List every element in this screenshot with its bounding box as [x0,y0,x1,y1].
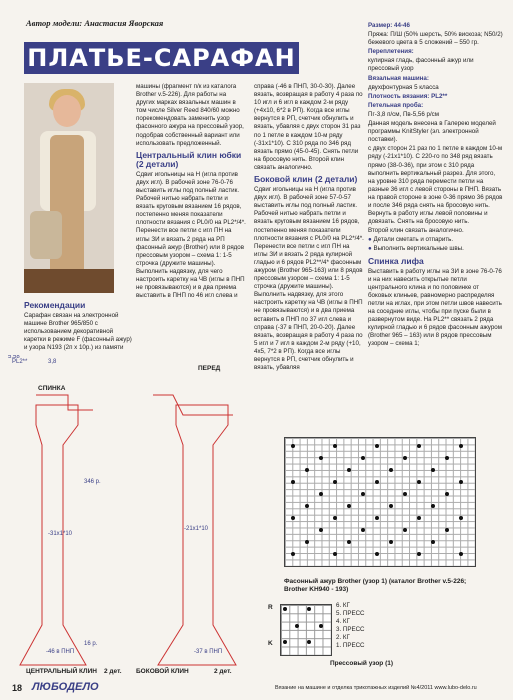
rows-label-1: 346 р. [84,479,101,485]
bullet-2-text: Выполнить вертикальные швы. [373,245,464,253]
lace-pattern-chart [284,437,476,567]
recommendations-heading: Рекомендации [24,300,86,310]
dec-label-1: -31х1*10 [48,531,73,537]
lace-chart-dot [375,552,379,556]
press-legend-item: 2. КГ [336,634,350,642]
magazine-brand: ЛЮБОДЕЛО [32,681,99,693]
weave-title: Переплетения: [368,48,414,56]
press-legend-item: 1. ПРЕСС [336,642,365,650]
lace-chart-dot [291,552,295,556]
lace-chart-dot [291,480,295,484]
lace-chart-dot [319,528,323,532]
lace-chart-dot [361,492,365,496]
lace-chart-dot [291,516,295,520]
column-4 [368,22,503,349]
lace-chart-dot [459,516,463,520]
lace-chart-dot [291,444,295,448]
recommendations-block [24,298,134,353]
pnp-label-1: -46 в ПНП [46,649,75,655]
lace-chart-dot [319,492,323,496]
dec-label-2: -21х1*10 [184,526,209,532]
lace-chart-dot [389,468,393,472]
photo-face [53,95,81,127]
press-pattern-chart [280,604,332,656]
machine-title: Вязальная машина: [368,74,429,82]
bullet-1: ● Детали сметать и отпарить. [368,236,454,244]
lace-chart-dot [459,480,463,484]
gauge-v2: 3,8 [48,359,57,365]
photo-floor [24,269,114,293]
side-wedge-heading: Боковой клин (2 детали) [254,174,358,185]
lace-chart-dot [375,480,379,484]
lace-chart-dot [375,444,379,448]
lace-chart-dot [417,516,421,520]
lace-chart-dot [333,444,337,448]
press-legend [336,602,365,651]
press-legend-item: 5. ПРЕСС [336,610,365,618]
center-wedge-label: ЦЕНТРАЛЬНЫЙ КЛИН [26,668,97,675]
lace-chart-dot [333,516,337,520]
lace-chart-dot [417,480,421,484]
lace-chart-dot [389,540,393,544]
machine-info: двухфонтурная 5 класса [368,83,439,91]
lace-chart-dot [305,504,309,508]
press-pattern-caption: Прессовый узор (1) [330,660,394,667]
side-wedge-text: Сдвиг игольницы на Н (игла против двух игл). В рабочей зоне 57-0-57 выставить иглы под полный ластик. Рабочей нитью набрать петли и вязать круговым вязанием 16 рядов, постепенно меняя показатели плотности вязания с PL0/0 на PL2*/4*. Перенести все петли с игл ПН на иглы ЗИ и вязать 2 ряда кулирной гладью и 6 рядов PL2**/4* фасонным ажуром (Brother 965-163) или 8 рядов прессовым узором – схема 1: 1-5 строчка (дружите машины). Выполнить надвязку, для этого настроить каретку на ЧВ (иглы в ПНП не провязываются) и в два приема вставить в ПНП по 37 игл слева и справа (-37 в ПНП, 20-0-20). Далее вязать, возвращая в работу 4 раза по 5 игл и 7 игл в каждом 2-м ряду (+10, 4х5, 7*2 в РП). Когда все иглы вернутся в РП, счетчик обнулить и вязать, убавляя [254,186,364,372]
gauge-v1: 5,58 [8,355,20,360]
density-info: Плотность вязания: PL2** [368,92,448,100]
bullet-2: ● Выполнить вертикальные швы. [368,245,464,253]
lace-chart-dot [431,504,435,508]
column-3 [254,83,364,373]
col4-continue: с двух сторон 21 раз по 1 петле в каждом 10-м ряду (-21х1*10). С 220-го по 348 ряд вязать прямо (38-0-36), при этом с 310 ряда выполнить вертикальный разрез. Для этого, на уровне 310 ряда перемести петли на разные 36 игл с левой стороны в ПНП. Вязать на правой стороне в зоне 0-36 прямо 36 рядов и после 346 ряда снять на бросовую нить. Вернуть в работу иглы левой половины и довязать. Снять на бросовую нить. [368,145,503,226]
front-label: ПЕРЕД [198,365,221,372]
photo-bag [30,211,62,259]
back-shape [36,395,93,410]
back-label: СПИНКА [38,385,66,392]
lace-chart-dot [375,516,379,520]
press-chart-dot [295,624,299,628]
col2-intro: машины (фрагмент п/к из каталога Brother v.5-226). Для работы на других марках вязальных машин в том числе Silver Reed 840/60 можно порекомендовать заменить узор фасонного ажура на прессовый узор, подобрав собственный вариант или использовать предложенный. [136,83,244,147]
press-r-label: R [268,604,273,611]
side-wedge-count: 2 дет. [214,668,232,675]
lace-chart-dot [417,444,421,448]
lace-chart-dot [361,456,365,460]
press-legend-item: 4. КГ [336,618,350,626]
center-wedge-text: Сдвиг игольницы на Н (игла против двух игл). В рабочей зоне 76-0-76 выставить иглы под полный ластик. Рабочей нитью набрать петли и вязать круговым вязанием 16 рядов, постепенно меняя показатели плотности вязания с PL0/0 на PL2*/4*. Перенести все петли с игл ПН на иглы ЗИ и вязать 2 ряда на РП фасонный ажур (Brother) или 8 рядов прессовым узором – схема 1: 1-5 строчка (дружите машины). Выполнить надвязку, для чего настроить каретку на ЧВ (иглы в ПНП не провязываются) и в два приема выставить в ПНП по 46 игл слева и [136,170,246,300]
lace-chart-dot [347,468,351,472]
lace-chart-dot [445,492,449,496]
center-wedge-count: 2 дет. [104,668,122,675]
lace-chart-dot [319,456,323,460]
lace-chart-dot [459,552,463,556]
lace-chart-dot [403,492,407,496]
bodice-back-heading: Спинка лифа [368,255,424,266]
press-chart-dot [307,607,311,611]
lace-chart-dot [417,552,421,556]
lace-chart-dot [459,444,463,448]
second-wedge-note: Второй клин связать аналогично. [368,227,464,235]
lace-chart-dot [333,552,337,556]
press-k-label: K [268,640,273,647]
lace-chart-dot [305,468,309,472]
bullet-1-text: Детали сметать и отпарить. [373,236,454,244]
col3-intro: справа (-46 в ПНП, 30-0-30). Далее вязать, возвращая в работу 4 раза по 10 игл и 6 игл в каждом 2-м ряду (+4х10, 6*2 в РП). Когда все иглы вернутся в РП, счетчик обнулить и вязать, убавляя с двух сторон 31 раз по 1 петле в каждом 10-м ряду (-31х1*10). С 310 ряда по 346 ряд вязать прямо (45-0-45). Снять петли на бросовую нить. Второй клин связать аналогично. [254,83,363,171]
press-legend-item: 3. ПРЕСС [336,626,365,634]
lace-chart-dot [361,528,365,532]
yarn-info: Пряжа: П/Ш (50% шерсть, 50% вискоза; N50/2) бежевого цвета в 5 сложений – 550 гр. [368,31,503,47]
recommendations-text: Сарафан связан на электронной машине Brother 965/850 с использованием декоративной каретки в режиме F (фасонный ажур) и узора N193 (2п х 10р.) из памяти [24,312,132,352]
lace-chart-dot [305,540,309,544]
sample-title: Петельная проба: [368,101,424,109]
rows-label-2: 16 р. [84,641,98,647]
pattern-diagrams [8,355,263,675]
column-2 [136,83,246,301]
lace-pattern-caption: Фасонный ажур Brother (узор 1) (каталог Brother v.5-226; Brother KH940 - 193) [284,578,467,593]
page-number: 18 [12,683,23,693]
press-chart-dot [307,640,311,644]
lace-chart-dot [431,540,435,544]
gallery-info: Данная модель внесена в Галерею моделей программы KnitStyler (эл. электронной поставки). [368,120,496,144]
weave-info: кулирная гладь, фасонный ажур или прессовый узор [368,57,474,73]
press-chart-dot [319,624,323,628]
author-line: Автор модели: Анастасия Яворская [26,18,164,28]
press-chart-dot [283,607,287,611]
lace-chart-dot [445,528,449,532]
footer-text: Вязание на машине и отделка трикотажных изделий №4/2011 www.lubo-delo.ru [275,685,477,691]
lace-chart-dot [389,504,393,508]
lace-chart-dot [347,540,351,544]
press-legend-item: 6. КГ [336,602,350,609]
page-title: ПЛАТЬЕ-САРАФАН [24,42,299,74]
lace-chart-dot [347,504,351,508]
lace-chart-dot [445,456,449,460]
side-wedge-shape [158,405,236,665]
lace-chart-dot [333,480,337,484]
center-wedge-heading: Центральный клин юбки (2 детали) [136,149,242,169]
side-wedge-label: БОКОВОЙ КЛИН [136,668,189,675]
lace-chart-dot [403,456,407,460]
lace-chart-dot [431,468,435,472]
sample-info: Пг-3,8 п/см, Пв-5,56 р/см [368,110,440,118]
size-info: Размер: 44-46 [368,22,410,29]
lace-chart-dot [403,528,407,532]
bodice-back-text: Выставить в работу иглы на ЗИ в зоне 76-0-76 и на них навесить открытые петли центрального клина и по половинке от боковых клиньев, равномерно распределяя петли на иглах, при этом петли швов навесить на соседние иглы, чтобы при пуске были в развернутом виде. На PL2** связать 2 ряда кулирной гладью и 6 рядов фасонным ажуром (Brother 965 – 163) или 8 рядов прессовым узором – схема 1; [368,267,502,348]
model-photo [24,83,114,293]
density-label: PL2** [12,359,28,365]
pnp-label-2: -37 в ПНП [194,649,223,655]
press-chart-dot [283,640,287,644]
